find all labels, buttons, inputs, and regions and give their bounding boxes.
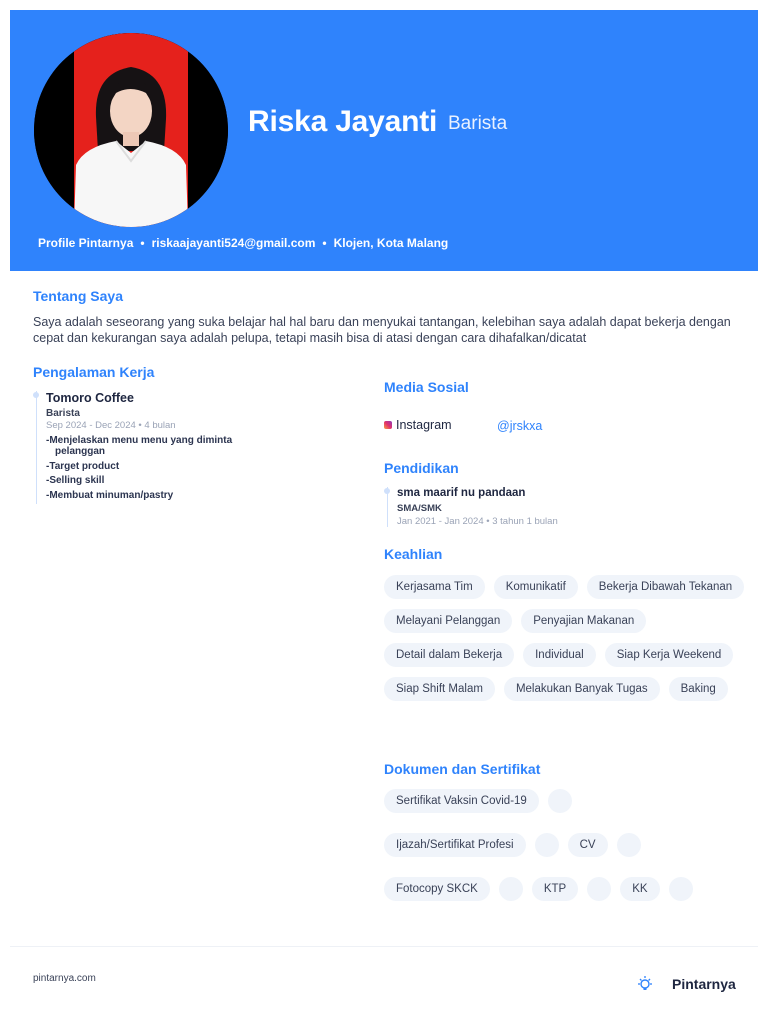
document-chip[interactable]: Sertifikat Vaksin Covid-19 <box>384 789 539 813</box>
social-title: Media Sosial <box>384 379 469 395</box>
profile-header <box>10 10 758 271</box>
experience-item <box>36 391 296 504</box>
skill-chip: Baking <box>669 677 728 701</box>
document-chip[interactable]: CV <box>568 833 608 857</box>
contact-bar <box>38 236 448 250</box>
footer-divider <box>10 946 758 947</box>
lightbulb-icon <box>636 975 654 993</box>
duty-item: -Target product <box>46 460 120 472</box>
about-title: Tentang Saya <box>33 288 123 304</box>
separator-dot: • <box>140 236 145 250</box>
duty-item: -Selling skill <box>46 475 105 486</box>
school-period: Jan 2021 - Jan 2024 • 3 tahun 1 bulan <box>397 516 558 527</box>
email-link[interactable]: riskaajayanti524@gmail.com <box>151 236 316 250</box>
document-chip[interactable]: KTP <box>532 877 578 901</box>
job-period: Sep 2024 - Dec 2024 • 4 bulan <box>46 420 176 431</box>
social-platform: Instagram <box>396 418 452 432</box>
document-chip[interactable]: KK <box>620 877 659 901</box>
social-handle-link[interactable]: @jrskxa <box>497 419 543 433</box>
document-chip[interactable] <box>548 789 572 813</box>
document-chip[interactable] <box>535 833 559 857</box>
location-text: Klojen, Kota Malang <box>333 236 449 250</box>
education-item <box>387 487 647 527</box>
school-name: sma maarif nu pandaan <box>397 487 526 499</box>
skill-chip: Melakukan Banyak Tugas <box>504 677 660 701</box>
company-name: Tomoro Coffee <box>46 391 134 405</box>
skill-chip: Individual <box>523 643 596 667</box>
documents-list <box>384 789 754 901</box>
brand-name: Pintarnya <box>672 976 736 992</box>
document-chip[interactable] <box>617 833 641 857</box>
skill-chip: Siap Kerja Weekend <box>605 643 734 667</box>
document-chip[interactable] <box>587 877 611 901</box>
skill-chip: Siap Shift Malam <box>384 677 495 701</box>
avatar <box>34 33 228 227</box>
candidate-name: Riska Jayanti <box>248 105 438 138</box>
footer-brand <box>636 974 736 994</box>
duty-item: -Membuat minuman/pastry <box>46 489 174 501</box>
skill-chip: Penyajian Makanan <box>521 609 646 633</box>
social-row <box>384 417 604 435</box>
skills-title: Keahlian <box>384 546 443 562</box>
skills-list <box>384 575 754 701</box>
skill-chip: Detail dalam Bekerja <box>384 643 514 667</box>
skill-chip: Komunikatif <box>494 575 578 599</box>
skill-chip: Bekerja Dibawah Tekanan <box>587 575 744 599</box>
separator-dot: • <box>322 236 327 250</box>
document-chip[interactable] <box>669 877 693 901</box>
profile-link[interactable]: Profile Pintarnya <box>38 236 134 250</box>
candidate-role: Barista <box>448 113 508 134</box>
about-text: Saya adalah seseorang yang suka belajar hal hal baru dan menyukai tantangan, kelebihan saya adalah dapat bekerja dengan cepat dan kekurangan saya adalah pelupa, tetapi masih bisa di atasi dengan cara dihafalkan/dicatat <box>33 315 731 345</box>
document-chip[interactable] <box>499 877 523 901</box>
instagram-icon <box>384 421 392 429</box>
experience-title: Pengalaman Kerja <box>33 364 155 380</box>
education-title: Pendidikan <box>384 460 459 476</box>
skill-chip: Melayani Pelanggan <box>384 609 512 633</box>
profile-photo <box>34 33 228 227</box>
skill-chip: Kerjasama Tim <box>384 575 485 599</box>
document-chip[interactable]: Fotocopy SKCK <box>384 877 490 901</box>
document-chip[interactable]: Ijazah/Sertifikat Profesi <box>384 833 526 857</box>
duty-list <box>46 435 296 501</box>
job-position: Barista <box>46 408 80 419</box>
documents-title: Dokumen dan Sertifikat <box>384 761 541 777</box>
school-level: SMA/SMK <box>397 503 442 514</box>
duty-item: -Menjelaskan menu menu yang diminta pelanggan <box>46 435 233 457</box>
footer-url-link[interactable]: pintarnya.com <box>33 973 96 984</box>
